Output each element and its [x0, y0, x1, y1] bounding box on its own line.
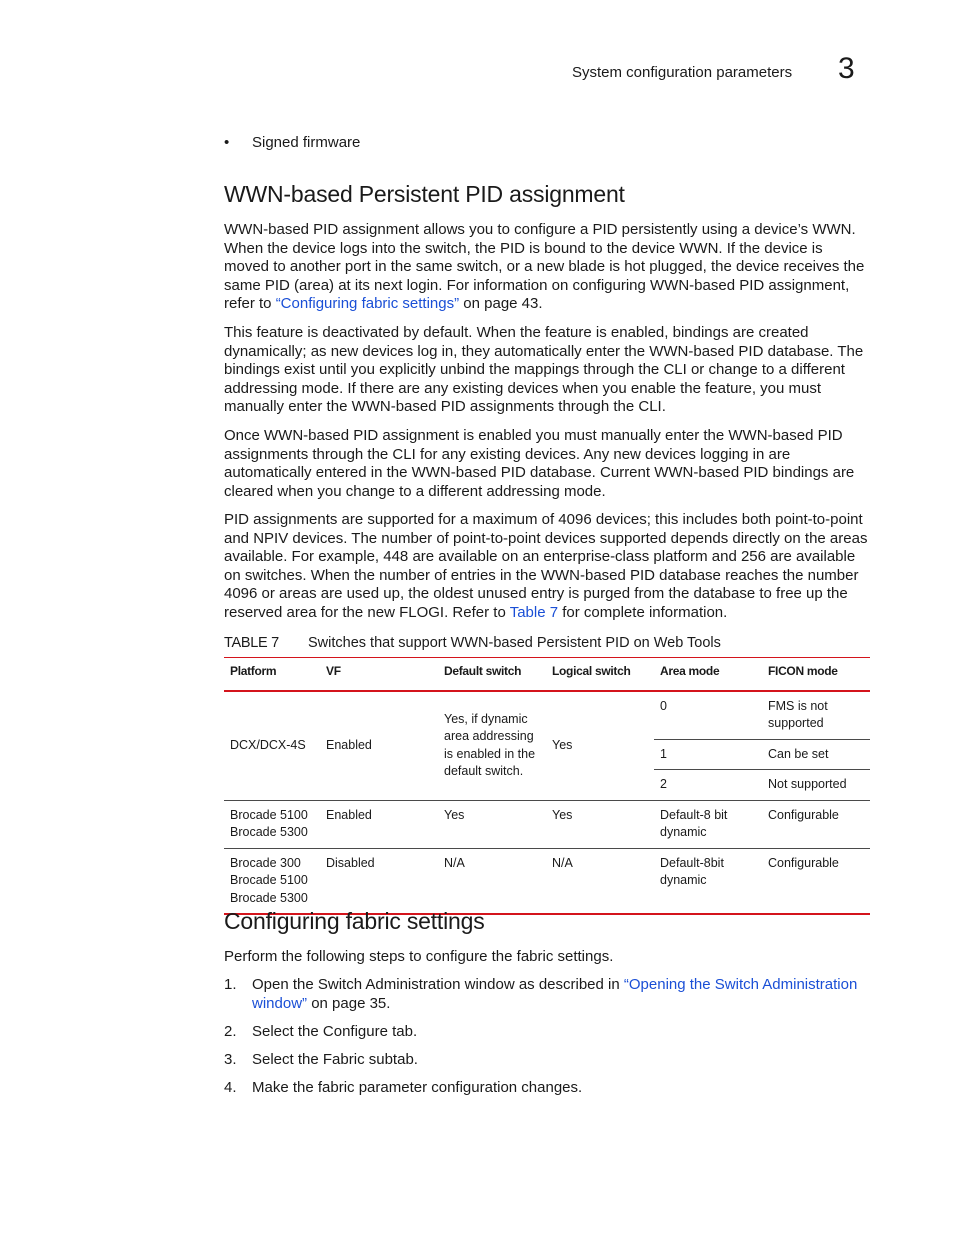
bullet-text: Signed firmware	[252, 134, 361, 151]
link-configuring-fabric-settings[interactable]: “Configuring fabric settings”	[275, 295, 460, 313]
wwn-pid-support-table	[224, 657, 870, 915]
step-number: 2.	[224, 1023, 237, 1040]
paragraph-4	[224, 511, 870, 623]
step-number: 4.	[224, 1079, 237, 1096]
header-default-switch: Default switch	[438, 658, 546, 691]
cell-area-mode: Default-8bit dynamic	[654, 848, 762, 914]
table-caption	[224, 635, 721, 651]
running-header-section: System configuration parameters	[572, 64, 793, 81]
step-text: Make the fabric parameter configuration changes.	[252, 1079, 583, 1096]
step-text	[252, 1023, 872, 1042]
step-text-part: Open the	[252, 976, 318, 993]
header-ficon-mode: FICON mode	[762, 658, 870, 691]
table-row	[224, 691, 870, 740]
step-text-part: tab.	[387, 1023, 418, 1040]
ui-term-configure: Configure	[322, 1023, 388, 1040]
cell-ficon-mode: FMS is not supported	[762, 691, 870, 740]
chapter-number: 3	[838, 52, 855, 85]
cell-area-mode: Default-8 bit dynamic	[654, 800, 762, 848]
cell-vf: Enabled	[320, 691, 438, 801]
cell-logical-switch: Yes	[546, 691, 654, 801]
platform-line: Brocade 5100	[230, 807, 308, 822]
step-number: 1.	[224, 976, 237, 993]
table-caption-text: Switches that support WWN-based Persistent PID on Web Tools	[308, 635, 721, 651]
platform-line: Brocade 300	[230, 855, 301, 870]
bullet-item	[224, 134, 360, 151]
paragraph-4-tail: for complete information.	[558, 603, 728, 621]
cell-platform	[224, 800, 320, 848]
bullet-icon: •	[224, 134, 230, 151]
header-logical-switch: Logical switch	[546, 658, 654, 691]
paragraph-1-tail: on page 43.	[459, 295, 543, 313]
table-label: TABLE 7	[224, 635, 279, 651]
section-title-wwn-pid: WWN-based Persistent PID assignment	[224, 181, 625, 207]
cell-logical-switch: Yes	[546, 800, 654, 848]
cell-ficon-mode: Can be set	[762, 739, 870, 770]
cell-ficon-mode: Configurable	[762, 848, 870, 914]
table-row	[224, 848, 870, 914]
step-number: 3.	[224, 1051, 237, 1068]
table-row	[224, 800, 870, 848]
cell-vf: Disabled	[320, 848, 438, 914]
paragraph-4-text: PID assignments are supported for a maximum of 4096 devices; this includes both point-to-point and NPIV devices. The number of point-to-point devices supported depends directly on the areas available. For example, 448 are available on an enterprise-class platform and 256 are available on switches. When the number of entries in the WWN-based PID database reaches the number 4096 or areas are used up, the oldest unused entry is purged from the database to free up the reserved area for the new FLOGI. Refer to	[224, 511, 868, 621]
step-1	[224, 976, 858, 1012]
step-text	[252, 976, 872, 1013]
step-4	[224, 1079, 583, 1096]
cell-ficon-mode: Configurable	[762, 800, 870, 848]
cell-default-switch: Yes	[438, 800, 546, 848]
ui-term-switch-administration: Switch Administration	[317, 976, 461, 993]
cell-area-mode: 2	[654, 770, 762, 801]
platform-line: Brocade 5300	[230, 825, 308, 839]
step-text	[252, 1051, 872, 1070]
step-3	[224, 1051, 418, 1068]
step-text-part: window as described in	[460, 976, 624, 993]
step-2	[224, 1023, 418, 1040]
ui-term-fabric: Fabric	[322, 1051, 365, 1068]
platform-line: Brocade 5300	[230, 890, 308, 905]
cell-area-mode: 1	[654, 739, 762, 770]
paragraph-3: Once WWN-based PID assignment is enabled you must manually enter the WWN-based PID assignments through the CLI for any existing devices. Any new devices logging in are automatically entered in the WWN-based PID database. Current WWN-based PID bindings are cleared when you change to a different addressing mode.	[224, 427, 855, 500]
paragraph-1-text: WWN-based PID assignment allows you to configure a PID persistently using a device’s WWN. When the device logs into the switch, the PID is bound to the device WWN. If the device is moved to another port in the same switch, or a new blade is hot plugged, the device receives the same PID (area) at its next login. For information on configuring WWN-based PID assignment, refer to	[224, 221, 865, 313]
header-vf: VF	[320, 658, 438, 691]
cell-vf: Enabled	[320, 800, 438, 848]
platform-line: Brocade 5100	[230, 873, 308, 887]
section-title-fabric-settings: Configuring fabric settings	[224, 908, 485, 934]
step-text-part: on page 35.	[307, 994, 391, 1012]
link-opening-switch-administration[interactable]: “Opening the Switch Administration window”	[252, 976, 858, 1012]
paragraph-1	[224, 221, 870, 314]
paragraph-2: This feature is deactivated by default. When the feature is enabled, bindings are created dynamically; as new devices log in, they automatically enter the WWN-based PID database. The bindings exist until you explicitly unbind the mappings through the CLI or change to a different addressing mode. If there are any existing devices when you enable the feature, you must manually enter the WWN-based PID assignments through the CLI.	[224, 324, 864, 416]
cell-platform	[224, 848, 320, 914]
cell-area-mode: 0	[654, 691, 762, 740]
cell-logical-switch: N/A	[546, 848, 654, 914]
step-text-part: Select the	[252, 1023, 323, 1040]
cell-platform: DCX/DCX-4S	[224, 691, 320, 801]
link-table-7[interactable]: Table 7	[509, 603, 559, 621]
fabric-intro: Perform the following steps to configure the fabric settings.	[224, 948, 614, 965]
table-header-row	[224, 658, 870, 691]
step-text-part: subtab.	[364, 1051, 418, 1068]
step-text-part: Select the	[252, 1051, 323, 1068]
cell-ficon-mode: Not supported	[762, 770, 870, 801]
header-area-mode: Area mode	[654, 658, 762, 691]
cell-default-switch: Yes, if dynamic area addressing is enabled in the default switch.	[438, 691, 546, 801]
header-platform: Platform	[224, 658, 320, 691]
cell-default-switch: N/A	[438, 848, 546, 914]
